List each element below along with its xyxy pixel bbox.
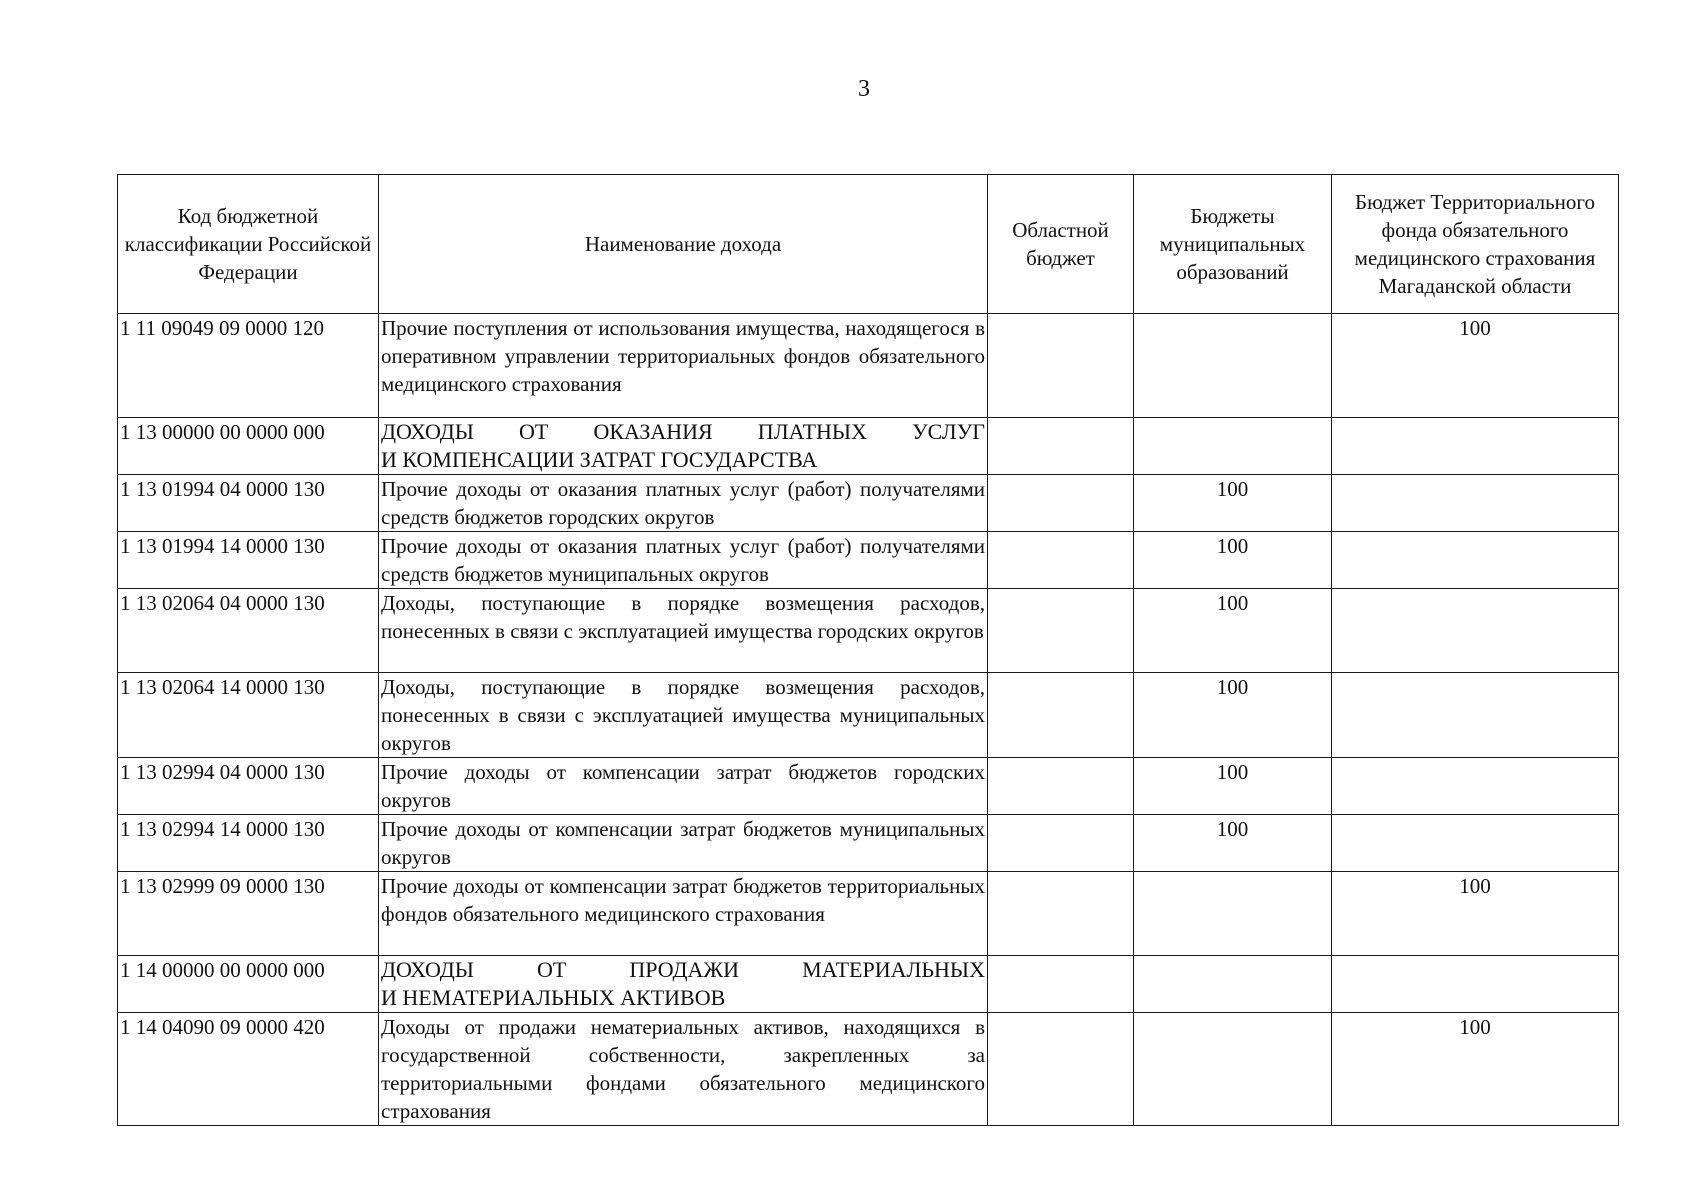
header-code: Код бюджетной классификации Российской Федерации <box>118 175 379 314</box>
table-row <box>118 673 1619 758</box>
revenue-table <box>117 174 1619 1126</box>
row-name <box>379 418 988 475</box>
row-fund: 100 <box>1332 314 1619 418</box>
header-name: Наименование дохода <box>379 175 988 314</box>
table-row <box>118 589 1619 673</box>
row-fund: 100 <box>1332 872 1619 956</box>
row-code: 1 13 00000 00 0000 000 <box>118 418 379 475</box>
row-fund <box>1332 532 1619 589</box>
row-regional <box>988 1013 1134 1126</box>
row-regional <box>988 314 1134 418</box>
row-municipal <box>1134 418 1332 475</box>
row-name: Доходы, поступающие в порядке возмещения расходов, понесенных в связи с эксплуатацией имущества городских округов <box>379 589 988 673</box>
table-row <box>118 532 1619 589</box>
row-code: 1 13 02994 04 0000 130 <box>118 758 379 815</box>
row-municipal: 100 <box>1134 673 1332 758</box>
row-regional <box>988 589 1134 673</box>
row-name <box>379 956 988 1013</box>
row-code: 1 13 02064 04 0000 130 <box>118 589 379 673</box>
row-municipal <box>1134 956 1332 1013</box>
row-municipal: 100 <box>1134 815 1332 872</box>
row-municipal <box>1134 872 1332 956</box>
row-name: Прочие поступления от использования имущества, находящегося в оперативном управлении территориальных фондов обязательного медицинского страхования <box>379 314 988 418</box>
row-municipal: 100 <box>1134 758 1332 815</box>
row-name: Прочие доходы от компенсации затрат бюджетов муниципальных округов <box>379 815 988 872</box>
table-row <box>118 475 1619 532</box>
row-regional <box>988 758 1134 815</box>
row-municipal: 100 <box>1134 589 1332 673</box>
row-regional <box>988 872 1134 956</box>
table-row <box>118 314 1619 418</box>
row-name: Доходы, поступающие в порядке возмещения расходов, понесенных в связи с эксплуатацией имущества муниципальных округов <box>379 673 988 758</box>
table-row <box>118 1013 1619 1126</box>
row-fund: 100 <box>1332 1013 1619 1126</box>
row-code: 1 13 02994 14 0000 130 <box>118 815 379 872</box>
row-fund <box>1332 758 1619 815</box>
row-fund <box>1332 815 1619 872</box>
table-row <box>118 758 1619 815</box>
row-code: 1 13 01994 14 0000 130 <box>118 532 379 589</box>
row-name-line1: ДОХОДЫ ОТ ПРОДАЖИ МАТЕРИАЛЬНЫХ <box>381 957 985 982</box>
row-fund <box>1332 956 1619 1013</box>
row-code: 1 11 09049 09 0000 120 <box>118 314 379 418</box>
row-regional <box>988 815 1134 872</box>
table-row <box>118 872 1619 956</box>
row-code: 1 13 02999 09 0000 130 <box>118 872 379 956</box>
row-name: Прочие доходы от оказания платных услуг (работ) получателями средств бюджетов муниципальных округов <box>379 532 988 589</box>
row-regional <box>988 475 1134 532</box>
page-number: 3 <box>858 76 870 102</box>
row-municipal: 100 <box>1134 532 1332 589</box>
row-name: Прочие доходы от оказания платных услуг (работ) получателями средств бюджетов городских округов <box>379 475 988 532</box>
row-municipal <box>1134 314 1332 418</box>
row-regional <box>988 418 1134 475</box>
row-regional <box>988 956 1134 1013</box>
row-regional <box>988 673 1134 758</box>
row-fund <box>1332 475 1619 532</box>
row-name-line2: И КОМПЕНСАЦИИ ЗАТРАТ ГОСУДАРСТВА <box>381 447 818 472</box>
row-code: 1 14 00000 00 0000 000 <box>118 956 379 1013</box>
row-name: Доходы от продажи нематериальных активов, находящихся в государственной собственности, закрепленных за территориальными фондами обязательного медицинского страхования <box>379 1013 988 1126</box>
row-name-line1: ДОХОДЫ ОТ ОКАЗАНИЯ ПЛАТНЫХ УСЛУГ <box>381 419 985 444</box>
table-row <box>118 418 1619 475</box>
row-code: 1 13 01994 04 0000 130 <box>118 475 379 532</box>
table-header-row <box>118 175 1619 314</box>
row-name: Прочие доходы от компенсации затрат бюджетов территориальных фондов обязательного медицинского страхования <box>379 872 988 956</box>
row-municipal <box>1134 1013 1332 1126</box>
row-name-line2: И НЕМАТЕРИАЛЬНЫХ АКТИВОВ <box>381 985 726 1010</box>
row-code: 1 13 02064 14 0000 130 <box>118 673 379 758</box>
table-row <box>118 956 1619 1013</box>
row-fund <box>1332 673 1619 758</box>
header-municipal: Бюджеты муниципальных образований <box>1134 175 1332 314</box>
row-code: 1 14 04090 09 0000 420 <box>118 1013 379 1126</box>
row-municipal: 100 <box>1134 475 1332 532</box>
table-row <box>118 815 1619 872</box>
row-regional <box>988 532 1134 589</box>
header-regional: Областной бюджет <box>988 175 1134 314</box>
row-name: Прочие доходы от компенсации затрат бюджетов городских округов <box>379 758 988 815</box>
row-fund <box>1332 418 1619 475</box>
header-fund: Бюджет Территориального фонда обязательного медицинского страхования Магаданской области <box>1332 175 1619 314</box>
row-fund <box>1332 589 1619 673</box>
